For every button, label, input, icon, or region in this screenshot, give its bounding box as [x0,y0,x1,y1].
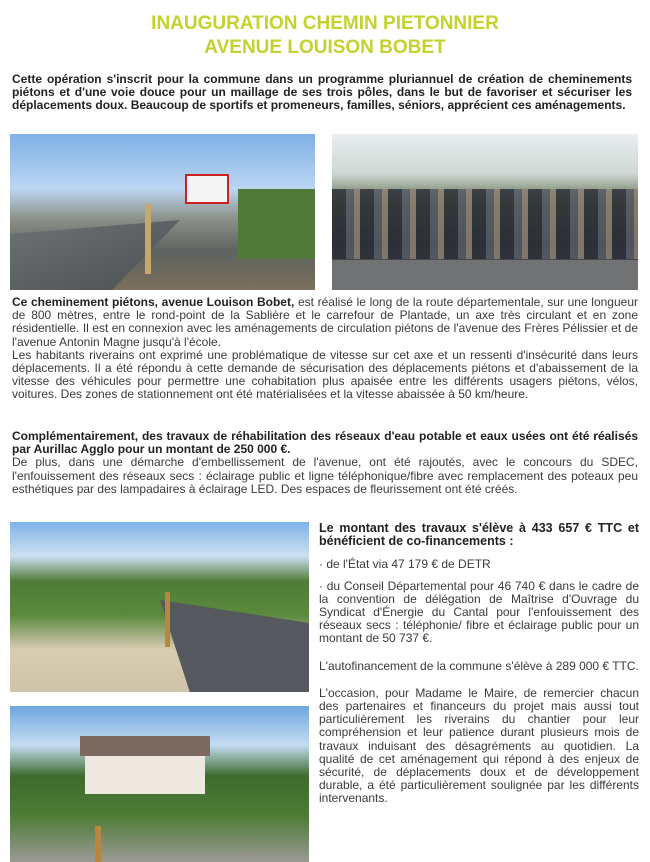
page-title: INAUGURATION CHEMIN PIETONNIER AVENUE LOUISON BOBET [151,13,499,58]
photo-ribbon-cutting [332,134,638,290]
path-description: Ce cheminement piétons, avenue Louison Bobet, est réalisé le long de la route départementale, sur une longueur de 800 mètres, entre le rond-point de la Sablière et le carrefour de Plantade, un axe très circulant et en zone résidentielle. Il est en connexion avec les aménagements de circulation piétons de l'avenue des Frères Pélissier et de l'avenue Antonin Magne jusqu'à l'école. Les habitants riverains ont exprimé une problématique de vitesse sur cet axe et un ressenti d'insécurité dans leurs déplacements. Il a été répondu à cette demande de sécurisation des déplacements piétons et d'abaissement de la vitesse des véhicules pour permettre une cohabitation plus apaisée entre les différents usagers piétons, vélos, voitures. Des zones de stationnement ont été matérialisées et la vitesse abaissée à 50 km/heure. [12,295,638,402]
complementary-works: Complémentairement, des travaux de réhabilitation des réseaux d'eau potable et eaux usées ont été réalisés par Aurillac Agglo pour un montant de 250 000 €. De plus, dans une démarche d'embellissement de l'avenue, ont été rajoutés, avec le concours du SDEC, l'enfouissement des réseaux secs : éclairage public et ligne téléphonique/fibre avec remplacement des poteaux peu esthétiques par des lampadaires à éclairage LED. Des espaces de fleurissement ont été créés. [12,429,638,496]
intro-paragraph: Cette opération s'inscrit pour la commune dans un programme pluriannuel de création de cheminements piétons et d'une voie douce pour un maillage de ses trois pôles, dans le but de favoriser et sécuriser les déplacements doux. Beaucoup de sportifs et promeneurs, familles, séniors, apprécient ces aménagements. [12,72,632,113]
funding-column [319,522,639,814]
self-financing: L'autofinancement de la commune s'élève à 289 000 € TTC. [319,658,639,673]
photo-house [10,706,309,862]
funding-item: · du Conseil Départemental pour 46 740 € dans le cadre de la convention de délégation de Maîtrise d'Ouvrage du Syndicat d'Énergie du Cantal pour l'enfouissement des réseaux secs : téléphonie/ fibre et éclairage public pour un montant de 50 737 €. [319,578,639,646]
photo-road-sign [10,134,315,290]
funding-heading: Le montant des travaux s'élève à 433 657 € TTC et bénéficient de co-financements : [319,521,639,549]
funding-item: · de l'État via 47 179 € de DETR [319,557,491,572]
photo-footpath [10,522,309,692]
closing-paragraph: L'occasion, pour Madame le Maire, de remercier chacun des partenaires et financeurs du projet mais aussi tout particulièrement les riverains du chantier pour leur compréhension et leur patience durant plusieurs mois de travaux induisant des désagréments au quotidien. La qualité de cet aménagement qui répond à des enjeux de sécurité, de déplacements doux et de développement durable, a été particulièrement soulignée par les différents intervenants. [319,685,639,806]
